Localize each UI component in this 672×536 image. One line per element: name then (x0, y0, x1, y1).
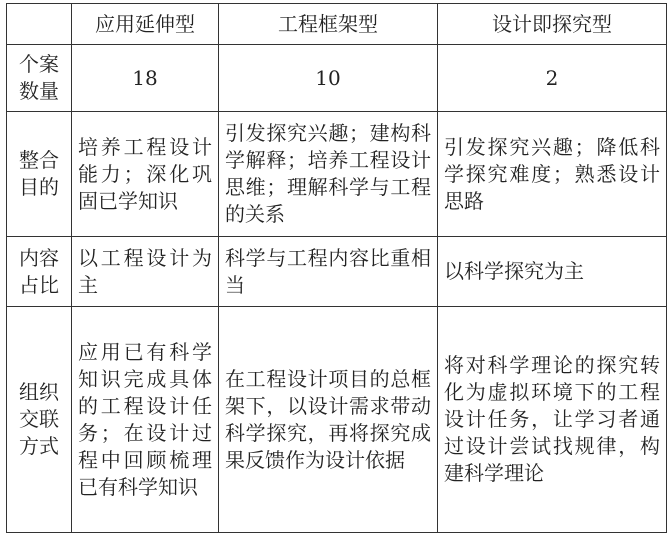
cell-purpose-framework: 引发探究兴趣；建构科学解释；培养工程设计思维；理解科学与工程的关系 (219, 112, 438, 237)
table-row-integration-purpose (7, 112, 667, 237)
comparison-table (6, 3, 667, 533)
cell-purpose-inquiry: 引发探究兴趣；降低科学探究难度；熟悉设计思路 (438, 112, 667, 237)
table-row-organization-method (7, 307, 667, 533)
cell-method-inquiry: 将对科学理论的探究转化为虚拟环境下的工程设计任务，让学习者通过设计尝试找规律，构建科学理论 (438, 307, 667, 533)
table-row-case-count (7, 45, 667, 112)
cell-case-count-inquiry: 2 (438, 45, 667, 112)
row-label-content-ratio: 内容 占比 (7, 237, 72, 307)
table-header-row (7, 4, 667, 45)
row-label-integration-purpose: 整合 目的 (7, 112, 72, 237)
header-application-extension: 应用延伸型 (72, 4, 219, 45)
row-label-case-count: 个案 数量 (7, 45, 72, 112)
cell-case-count-framework: 10 (219, 45, 438, 112)
cell-ratio-framework: 科学与工程内容比重相当 (219, 237, 438, 307)
cell-method-framework: 在工程设计项目的总框架下，以设计需求带动科学探究，再将探究成果反馈作为设计依据 (219, 307, 438, 533)
cell-method-application: 应用已有科学知识完成具体的工程设计任务；在设计过程中回顾梳理已有科学知识 (72, 307, 219, 533)
cell-case-count-application: 18 (72, 45, 219, 112)
cell-purpose-application: 培养工程设计能力；深化巩固已学知识 (72, 112, 219, 237)
header-engineering-framework: 工程框架型 (219, 4, 438, 45)
cell-ratio-inquiry: 以科学探究为主 (438, 237, 667, 307)
header-corner-cell (7, 4, 72, 45)
cell-ratio-application: 以工程设计为主 (72, 237, 219, 307)
table-row-content-ratio (7, 237, 667, 307)
header-design-as-inquiry: 设计即探究型 (438, 4, 667, 45)
row-label-organization-method: 组织 交联 方式 (7, 307, 72, 533)
